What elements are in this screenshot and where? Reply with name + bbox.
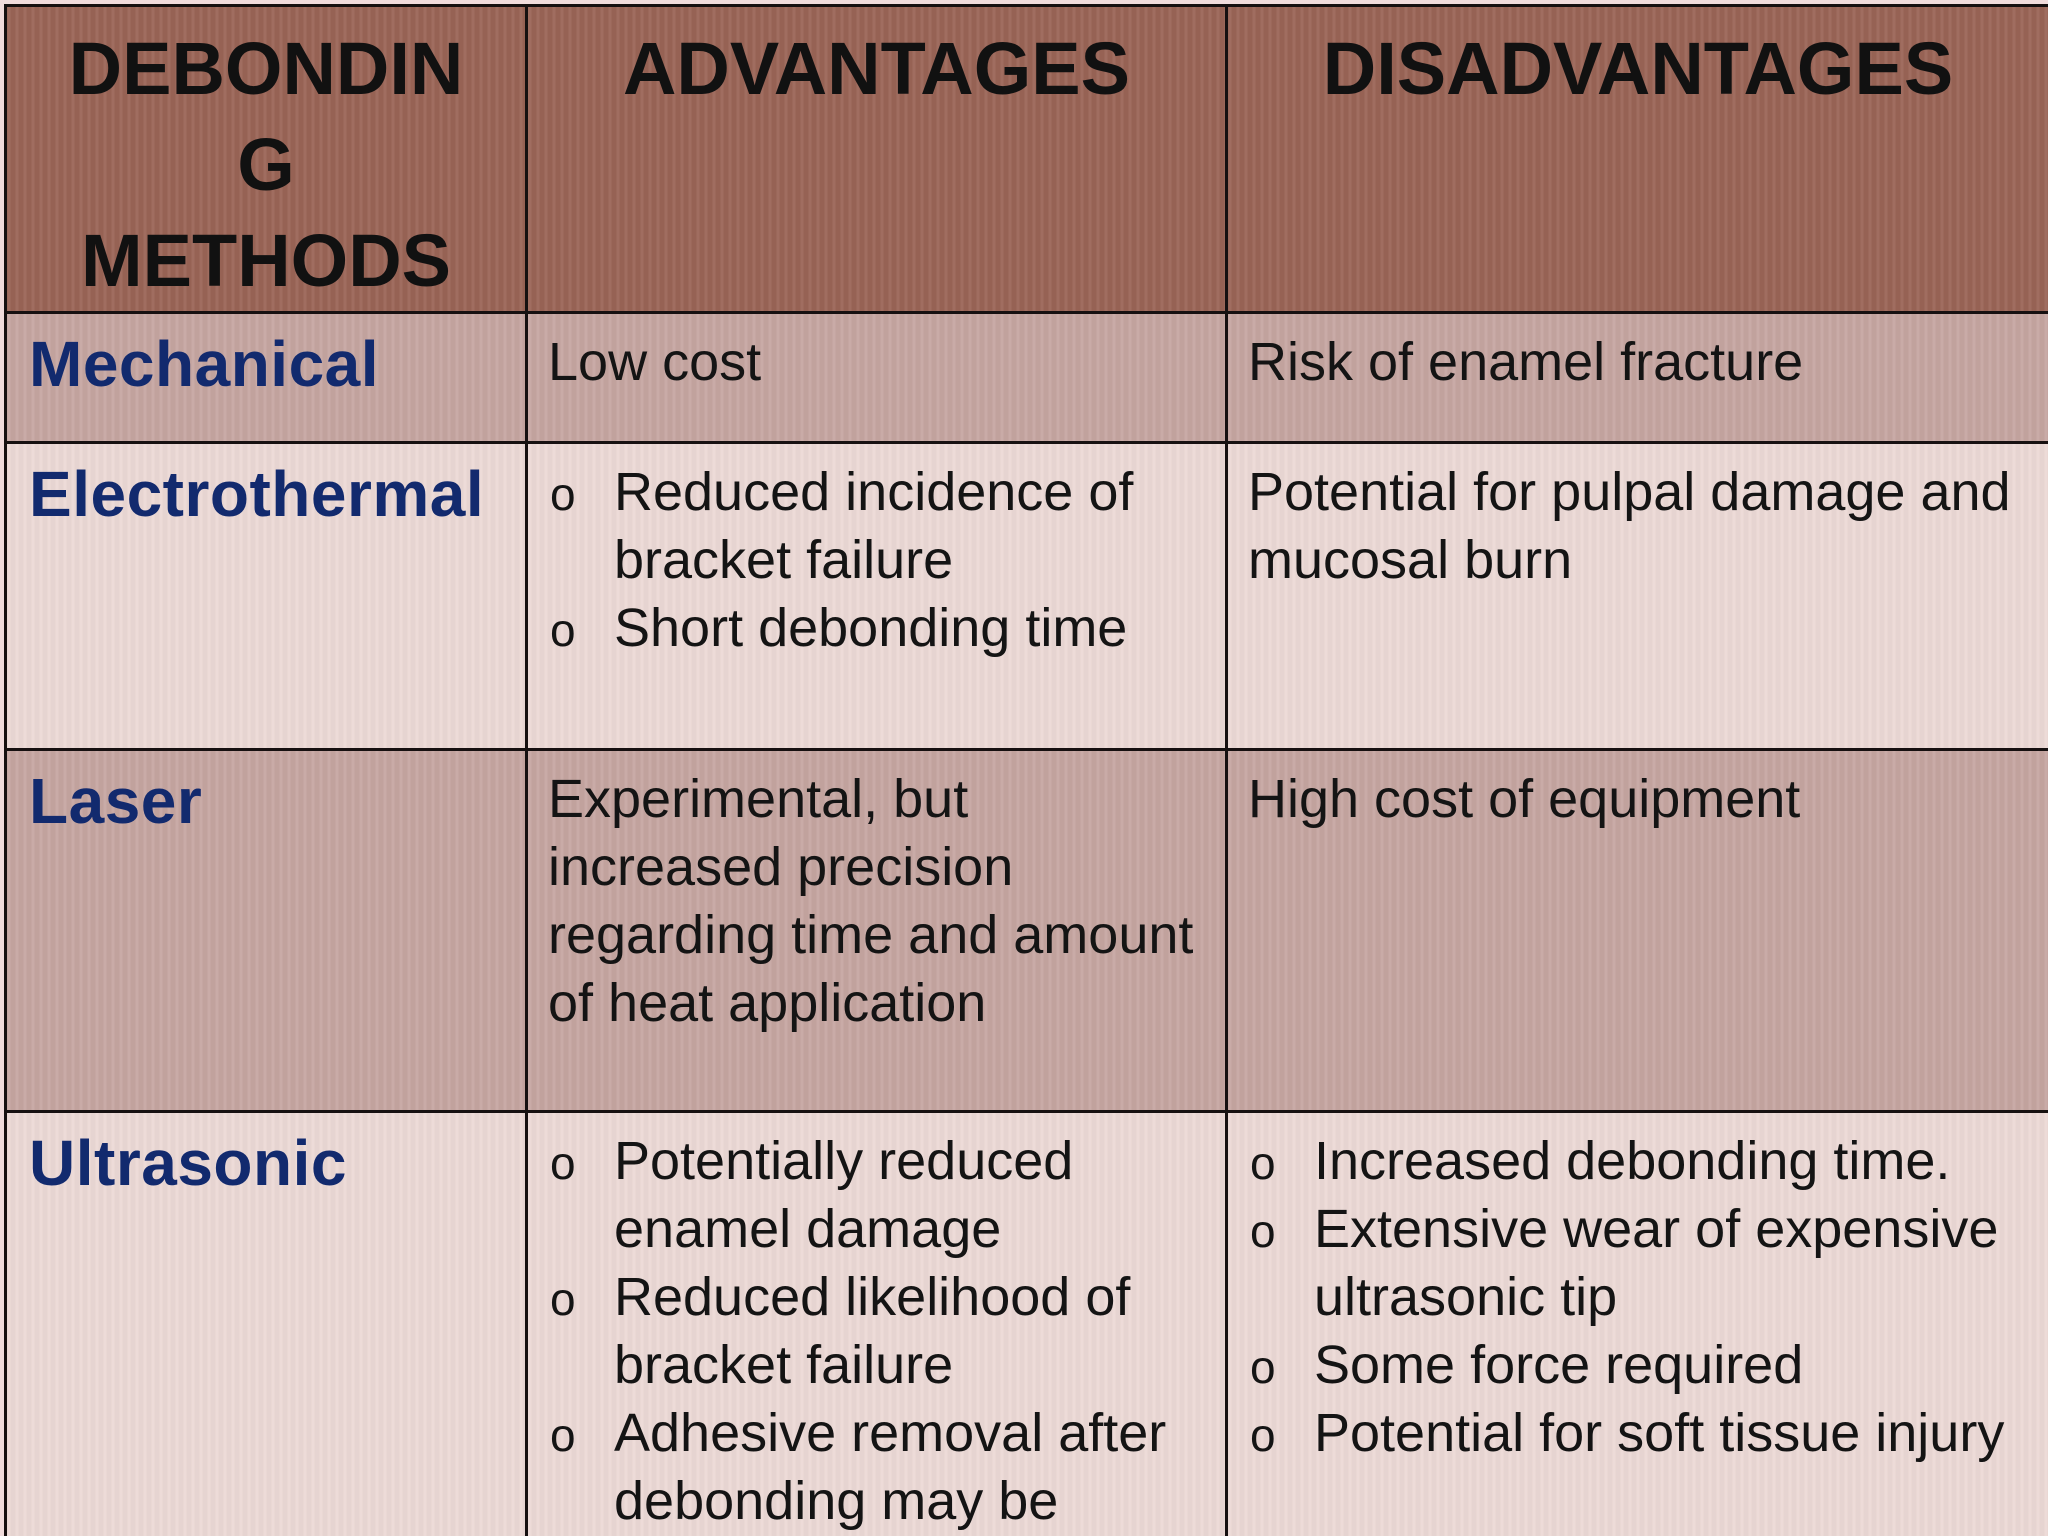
bullet-icon: o [1250,1205,1276,1257]
list-item: o Some force required [1248,1331,2034,1399]
disadvantages-list [1248,1127,2034,1467]
disadvantages-cell [1227,1112,2048,1536]
advantages-list [548,1127,1211,1535]
disadvantages-cell: High cost of equipment [1227,750,2048,1112]
list-item: o Extensive wear of expensive ultrasonic tip [1250,1199,1999,1327]
table-row-electrothermal [6,443,2048,750]
bullet-icon: o [1250,1341,1276,1393]
bullet-icon: o [550,1137,576,1189]
header-disadvantages: DISADVANTAGES [1227,6,2048,313]
header-methods-line-2: G [237,123,295,206]
list-item: o Reduced incidence of bracket failure [550,462,1134,590]
bullet-icon: o [550,1409,576,1461]
bullet-icon: o [550,604,576,656]
bullet-icon: o [1250,1137,1276,1189]
list-item: o Reduced likelihood of bracket failure [550,1267,1131,1395]
disadvantages-cell: Potential for pulpal damage and mucosal burn [1227,443,2048,750]
list-item: o Increased debonding time. [1248,1127,2034,1195]
list-item: o Adhesive removal after debonding may be [550,1403,1167,1531]
table-row-laser [6,750,2048,1112]
advantages-cell: Low cost [527,313,1227,443]
method-label: Mechanical [6,313,527,443]
bullet-icon: o [1250,1409,1276,1461]
bullet-icon: o [550,468,576,520]
method-label: Electrothermal [6,443,527,750]
advantages-cell [527,1112,1227,1536]
method-label: Laser [6,750,527,1112]
debonding-methods-table [4,4,2048,1536]
list-item: o Potential for soft tissue injury [1248,1399,2034,1467]
table-row-ultrasonic [6,1112,2048,1536]
list-item: o Potentially reduced enamel damage [550,1131,1074,1259]
advantages-cell [527,443,1227,750]
header-methods [6,6,527,313]
list-item: o Short debonding time [548,594,1211,662]
table-row-mechanical [6,313,2048,443]
header-methods-line-1: DEBONDIN [68,27,464,110]
advantages-list [548,458,1211,662]
header-advantages: ADVANTAGES [527,6,1227,313]
disadvantages-cell: Risk of enamel fracture [1227,313,2048,443]
method-label: Ultrasonic [6,1112,527,1536]
bullet-icon: o [550,1273,576,1325]
advantages-cell: Experimental, but increased precision regarding time and amount of heat application [527,750,1227,1112]
header-methods-line-3: METHODS [81,219,451,302]
header-row [6,6,2048,313]
